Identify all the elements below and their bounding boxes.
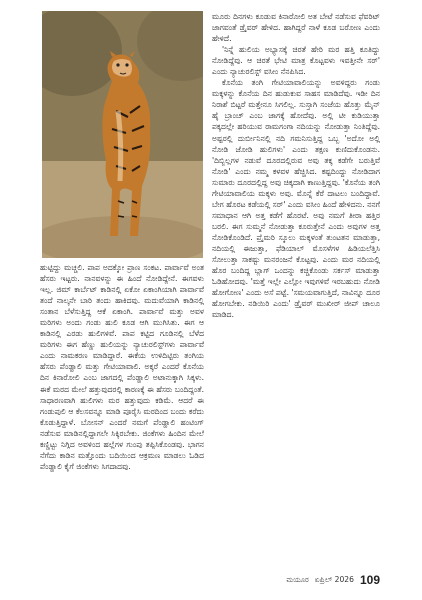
body-paragraph: ಹುಟ್ಟಿದ್ದು ಮಚ್ಚಲಿ. ಪಾಪ ಅದಕ್ಕೋ ಪ್ರಾಣ ಸಂಕಟ. ಪಾರ್ವಾವೆ ಅಂತ ಹೆಸರು ಇಟ್ಟರು. ನಾನವಳನ್ನು ಈ ಹಿಂದೆ ನೋಡಿದ್ದೇನೆ. ಈಗವಳು ಇಲ್ಲ. ಜಿಮ್ ಕಾರ್ಬೆಟ್ ಕಾಡಿನಲ್ಲಿ ಏಕೋ ಏಕಾಂಗಿಯಾಗಿ ಪಾರ್ವಾವೆ ತಂದೆ ನಾಲ್ಕನೇ ಬಾರಿ ತಂದು ಹಾಕಿದವು. ಮದುವೆಯಾಗಿ ಕಾಡಿನಲ್ಲಿ ಸಂತಾನ ಬೆಳೆಸುತ್ತಿದ್ದ ಆಕೆ ಏಕಾಂಗಿ. ಪಾರ್ವಾವೆ ಮತ್ತು ಅವಳ ಮರಿಗಳು ಅಂದು ಗಂಡು ಹುಲಿ ಕೂಡ ಆಗಿ ಮುಗಿಸಿತು. ಈಗ ಆ ಕಾಡಿನಲ್ಲಿ ಎರಡು ಹುಲಿಗಳಿವೆ. ಪಾಪ ಕಟ್ಟಿದ ಗೂಡಿನಲ್ಲಿ ಬೆಳೆದ ಮರಿಗಳು ಈಗ ಹೆಣ್ಣು ಹುಲಿಯನ್ನು ನ್ಯಾಚುರಲಿಸ್ಟ್‌ಗಳು ಪಾರ್ವಾವೆ ಎಂದು ನಾಮಕರಣ ಮಾಡಿದ್ದಾರೆ. ಈಕೆಯ ಉಳಿದಿಟ್ಟಿರು ತಂಗಿಯ ಹೆಸರು ಪೆಂಡ್ಹಾಲಿ ಮತ್ತು ಗೇಟಿಯಾವಾಲಿ. ಅಕ್ಕರೆ ಎಂದರೆ ಕೊನೆಯ ದಿನ ಕಿನಾರೋಲಿ ಎಂಬ ಜಾಗದಲ್ಲಿ ಪೆಂಡ್ಹಾಲಿ ಅಟಾನುಕ್ಕಾಗಿ ಸಿಕ್ಕಳು. ಈಕೆ ಮರದ ಮೇಲೆ ಹತ್ತುವುದರಲ್ಲಿ ಕಾರಣಕ್ಕೆ ಈ ಹೆಸರು ಬಂದಿದ್ದಂತೆ. ಸಾಧಾರಣವಾಗಿ ಹುಲಿಗಳು ಮರ ಹತ್ತುವುದು ಕಡಿಮೆ. ಆದರೆ ಈ ಗಂಡುಪುಲಿ ಆ ಕೆಲಸವನ್ನೂ ಮಾಡಿ ಪೂರೈಸಿ ಮರದಿಂದ ಬಂದು ಕರೆದು ಕೊಡುತ್ತಿದ್ದಾಳೆ. ಬೋಸನ್ ಎಂದರೆ ನಮಗೆ ಪೆಂಡ್ಹಾಲಿ ಹಂಟಿಂಗ್ ನಡೆಸುವ ಮಾಡಿನಲ್ಲಿದ್ದಾಗಲೇ ಸಿಕ್ಕಿರಬೇಕು. ಜಿಂಕೆಗಳು ಹಿಂದಿನ ಮೇಲೆ ಕಣ್ಣಿಟ್ಟು ನಿಗ್ಗಿದ ಅವಳಿಂದ ಹಲ್ಲೆಗಳ ಗುಂಪು ತಪ್ಪಿಸಿಕೊಂಡವು. ಭಾಗನ ನೆಗೆದು ಕಾಡಿನ ಮತ್ತೊಂದು ಬದಿಯಿಂದ ಆಕ್ರಮಣ ಮಾಡಲು ಓಡಿದ ಪೆಂಡ್ಹಾಲಿ ಕೈಗೆ ಜಿಂಕೆಗಳು ಸಿಗದಾದವು.: [40, 263, 204, 471]
body-paragraph: ಮೂರು ದಿನಗಳು ಕೂಡುವ ಕಿನಾರೋಲಿ ಅತ ಬೇಟೆ ನಡೆಸುವ ಫೆವರಿಟ್ ಜಾಗವಂತೆ ಡ್ರೈವರ್ ಹೇಳಿದ. ಹಾಗಿದ್ದರೆ ನಾಳೆ ಕೂಡ ಬರೋಣ ಎಂದು ಹೇಳಿದೆ.: [212, 12, 380, 44]
left-text-column: [40, 262, 204, 472]
issue-date: ಏಪ್ರಿಲ್ 2026: [314, 575, 354, 584]
right-text-column: [212, 11, 380, 320]
page-number: 109: [359, 573, 380, 587]
body-paragraph: ಕೊನೆಯ ತಂಗಿ ಗೇಟಿಯಾವಾಲಿಯನ್ನು ಅವಳಿದ್ದರು ಗಂಡು ಮಕ್ಕಳನ್ನು ಕೊನೆಯ ದಿನ ಹುಡುಕುವ ಸಾಹಸ ಮಾಡಿದೆವು. ಇಡೀ ದಿನ ನಿರಾಶೆ ಬಿಟ್ಟರೆ ಮತ್ತೇನೂ ಸಿಗಲಿಲ್ಲ. ಸುಸ್ತಾಗಿ ಸಂಜೆಯ ಹೊತ್ತು ಮೈನ್ ಹೈ ಬ್ರಾಂಚ್ ಎಂಬ ಜಾಗಕ್ಕೆ ಹೋದೆವು. ಅಲ್ಲಿ ಟೀ ಕುಡಿಯುತ್ತಾ ಪಕ್ಕದಲ್ಲೇ ಹರಿಯುವ ರಾಮಗಂಗಾ ನದಿಯನ್ನು ನೋಡುತ್ತಾ ನಿಂತಿದ್ದೆವು. ಅಷ್ಟರಲ್ಲಿ ದುರ್ಬೀನಿನಲ್ಲಿ ನದಿ ಗಮನಿಸುತ್ತಿದ್ದ ಒಬ್ಬ 'ಅದೋ ಅಲ್ಲಿ ನೋಡಿ ಜೋಡಿ ಹುಲಿಗಳು' ಎಂದು ತಕ್ಷಣ ಕುಣಿದುಕೊಂಡನು. 'ದಿಬ್ಬಿಲ್ಲಗಳ ನಡುವೆ ದೂರದಲ್ಲಿರುವ ಅವು ತಕ್ಕ ಕಡೆಗೇ ಬರುತ್ತಿವೆ ನೋಡಿ' ಎಂದು ನಮ್ಮ ಕಳವಳ ಹೆಚ್ಚಿಸಿದ. ಕಷ್ಟದಿಂದ್ದು ನೋಡಿದಾಗ ಸುಮಾರು ದೂರದಲ್ಲಿದ್ದ ಅವು ಚಿಕ್ಕದಾಗಿ ಕಾಣುತ್ತಿದ್ದವು. 'ಕೊನೆಯ ತಂಗಿ ಗೇಟಿಯಾವಾಲಿಯ ಮಕ್ಕಳು ಅವು. ಮೊನ್ನೆ ಕೆರೆ ದಾಟಲು ಬಂದಿದ್ದಾವೆ. ಬೇಗ ಹೊರಟ ಕಡೆಯಲ್ಲಿ ಸರ್' ಎಂದು ವಸೀಂ ಹಿಂದೆ ಹೇಳಿದನು. ನನಗೆ ಸಮಾಧಾನ ಆಗಿ ಅತ್ತ ಕಡೆಗೆ ಹೊರಟೆ. ಅವು ನಮಗೆ ತೀರಾ ಹತ್ತಿರ ಬರಲಿ. ಈಗ ಸುಮ್ಮನೆ ನೋಡುತ್ತಾ ಕೂರುತ್ತೇನೆ ಎಂದು ಅವುಗಳ ಅತ್ತ ನೋಡಿಕೊಂಡಿದೆ. ಪ್ರೈಮರಿ ಸ್ಕೂಲು ಮಕ್ಕಳಂತೆ ತುಂಟತನ ಮಾಡುತ್ತಾ, ನದಿಯಲ್ಲಿ ಈಜುತ್ತಾ, ಫೆಡಿಯಾಲ್ ಮೊಸಳೆಗಳ ಹಿಡಿಯಲೆತ್ತಿಸಿ ಸೋಲುತ್ತಾ ಸಾಕಷ್ಟು ಮನರಂಜನೆ ಕೊಟ್ಟವು. ಎಂದು ಮರ ನದಿಯಲ್ಲಿ ಹೊರ ಬಂದಿದ್ದ ಬ್ಲಾಗ್ ಒಂದನ್ನು ಕಚ್ಚಿಕೊಂಡು ಸರ್ಕಸ್ ಮಾಡುತ್ತಾ ಓಡಿಹೋದವು. 'ಮತ್ತೆ ಇಲ್ಲೇ ಎಲ್ಲೋ ಇವುಗಳಿವೆ ಇರಬಹುದು ನೋಡಿ ಹೋಗೋಣ' ಎಂದು ಅಸೆ ಪಟ್ಟೆ. 'ಸಮಯವಾಗುತ್ತಿದೆ, ನಾವಿನ್ನೂ ದೂರ ಹೋಗಬೇಕು. ನಡಿಯಿರಿ ಎಂದು' ಡ್ರೈವರ್ ಮುಖೀರ್ ಜೀಪ್ ಚಾಲೂ ಮಾಡಿದ.: [212, 78, 380, 320]
page-footer: [260, 571, 380, 589]
body-paragraph: 'ನಿನ್ನೆ ಹುಲಿಯ ಅಭ್ಯಾಸಕ್ಕೆ ಚಿರತೆ ಹೇರಿ ಮರ ಹತ್ತಿ ಕೂತಿದ್ದು ನೋಡಿದ್ದೆವು. ಆ ಚಿರತೆ ಭೇಟಿ ಮಾತ್ರ ಕೊಟ್ಟವಳು ಇವತ್ತೀನೇ ಸರ್' ಎಂದು ನ್ಯಾಚುರಲಿಸ್ಟ್ ವಸೀಂ ನೆನಪಿಸಿದ.: [212, 45, 380, 77]
tiger-photo: [42, 11, 203, 258]
magazine-name: ಮಯೂರ: [286, 575, 309, 584]
tiger-illustration: [42, 11, 203, 258]
